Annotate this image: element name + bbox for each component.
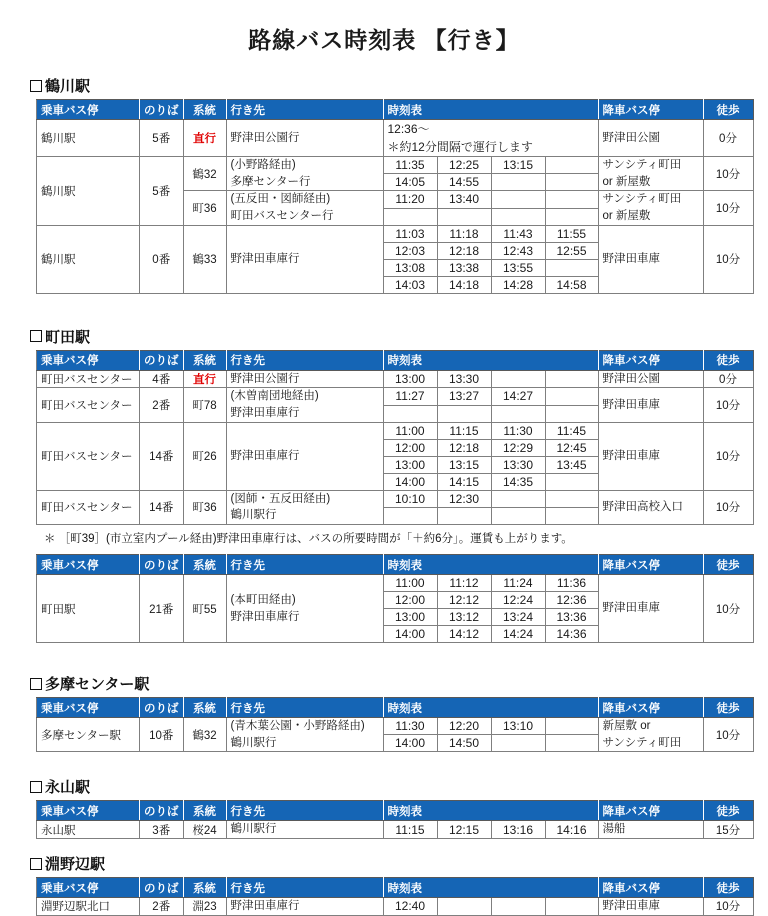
column-header: のりば (140, 100, 184, 120)
column-header: のりば (140, 698, 184, 718)
table-head (37, 350, 754, 370)
time-cell (491, 174, 545, 191)
time-cell: 14:00 (383, 473, 437, 490)
column-header: 乗車バス停 (37, 100, 140, 120)
time-cell (545, 157, 598, 174)
time-cell (491, 507, 545, 524)
platform-cell: 5番 (140, 120, 184, 157)
column-header: 乗車バス停 (37, 350, 140, 370)
time-cell (545, 490, 598, 507)
column-header: 系統 (183, 801, 226, 821)
alight-stop-cell: サンシティ町田 or 新屋敷 (598, 191, 703, 225)
checkbox-icon (30, 678, 42, 690)
table-head (37, 878, 754, 898)
timetable (36, 800, 754, 839)
column-header: 時刻表 (383, 100, 598, 120)
platform-cell: 2番 (140, 388, 184, 422)
destination-cell: (青木葉公園・小野路経由) 鶴川駅行 (226, 718, 383, 752)
time-cell: 13:15 (491, 157, 545, 174)
platform-cell: 0番 (140, 225, 184, 293)
time-cell (491, 405, 545, 422)
time-cell: 11:24 (491, 575, 545, 592)
route-cell: 直行 (183, 370, 226, 388)
destination-cell: 野津田車庫行 (226, 898, 383, 916)
time-cell (545, 898, 598, 916)
time-cell: 13:00 (383, 370, 437, 388)
time-cell: 13:00 (383, 609, 437, 626)
platform-cell: 14番 (140, 490, 184, 524)
time-cell: 12:36 (545, 592, 598, 609)
time-cell: 11:18 (437, 225, 491, 242)
table-body (37, 898, 754, 916)
table-row (37, 898, 754, 916)
route-cell: 鶴32 (183, 157, 226, 191)
stop-cell: 町田バスセンター (37, 388, 140, 422)
alight-stop-cell: 湯船 (598, 821, 703, 839)
route-cell: 町55 (183, 575, 226, 643)
station-section (30, 853, 756, 916)
platform-cell: 2番 (140, 898, 184, 916)
time-cell (437, 405, 491, 422)
alight-stop-cell: 野津田車庫 (598, 575, 703, 643)
route-cell: 直行 (183, 120, 226, 157)
time-cell: 11:15 (437, 422, 491, 439)
stop-cell: 町田バスセンター (37, 490, 140, 524)
column-header: 系統 (183, 350, 226, 370)
table-head (37, 801, 754, 821)
time-cell: 11:12 (437, 575, 491, 592)
timetable (36, 877, 754, 916)
time-cell: 14:05 (383, 174, 437, 191)
time-cell: 13:00 (383, 456, 437, 473)
checkbox-icon (30, 781, 42, 793)
stop-cell: 鶴川駅 (37, 225, 140, 293)
destination-cell: 野津田車庫行 (226, 422, 383, 490)
walk-time-cell: 10分 (703, 157, 753, 191)
time-cell (545, 259, 598, 276)
checkbox-icon (30, 858, 42, 870)
table-row (37, 718, 754, 735)
stop-cell: 町田駅 (37, 575, 140, 643)
time-cell: 12:18 (437, 242, 491, 259)
time-cell (545, 735, 598, 752)
station-section (30, 673, 756, 752)
column-header: 時刻表 (383, 350, 598, 370)
time-cell: 12:18 (437, 439, 491, 456)
column-header: 乗車バス停 (37, 698, 140, 718)
stop-cell: 淵野辺駅北口 (37, 898, 140, 916)
column-header: 乗車バス停 (37, 878, 140, 898)
walk-time-cell: 15分 (703, 821, 753, 839)
time-cell (545, 208, 598, 225)
column-header: 系統 (183, 100, 226, 120)
column-header: のりば (140, 350, 184, 370)
time-cell: 11:45 (545, 422, 598, 439)
stop-cell: 永山駅 (37, 821, 140, 839)
time-cell: 12:03 (383, 242, 437, 259)
column-header: 時刻表 (383, 801, 598, 821)
time-cell: 14:50 (437, 735, 491, 752)
time-cell: 13:30 (437, 370, 491, 388)
time-cell: 12:12 (437, 592, 491, 609)
section-title: 鶴川駅 (45, 78, 91, 95)
walk-time-cell: 10分 (703, 898, 753, 916)
header-row (37, 801, 754, 821)
section-title: 町田駅 (45, 328, 91, 346)
column-header: 系統 (183, 555, 226, 575)
column-header: 行き先 (226, 878, 383, 898)
time-cell: 12:40 (383, 898, 437, 916)
header-row (37, 698, 754, 718)
walk-time-cell: 10分 (703, 575, 753, 643)
alight-stop-cell: 野津田公園 (598, 370, 703, 388)
time-cell: 14:27 (491, 388, 545, 405)
station-section (30, 75, 756, 294)
time-cell: 14:03 (383, 276, 437, 293)
timetable (36, 697, 754, 752)
walk-time-cell: 10分 (703, 718, 753, 752)
section-title: 永山駅 (45, 779, 91, 797)
walk-time-cell: 0分 (703, 370, 753, 388)
time-cell: 12:00 (383, 439, 437, 456)
time-cell: 12:00 (383, 592, 437, 609)
time-cell: 14:15 (437, 473, 491, 490)
time-cell (545, 174, 598, 191)
time-cell: 13:16 (491, 821, 545, 839)
alight-stop-cell: 野津田車庫 (598, 388, 703, 422)
time-cell (437, 507, 491, 524)
time-cell (545, 718, 598, 735)
time-cell: 11:36 (545, 575, 598, 592)
time-cell: 12:45 (545, 439, 598, 456)
header-row (37, 350, 754, 370)
time-cell: 13:12 (437, 609, 491, 626)
table-row (37, 225, 754, 242)
alight-stop-cell: 野津田車庫 (598, 422, 703, 490)
column-header: のりば (140, 555, 184, 575)
header-row (37, 878, 754, 898)
time-cell (383, 405, 437, 422)
time-cell: 12:24 (491, 592, 545, 609)
time-cell: 11:15 (383, 821, 437, 839)
column-header: 行き先 (226, 801, 383, 821)
time-cell (491, 735, 545, 752)
time-cell: 14:00 (383, 735, 437, 752)
platform-cell: 10番 (140, 718, 184, 752)
route-cell: 町36 (183, 490, 226, 524)
destination-cell: (木曽南団地経由) 野津田車庫行 (226, 388, 383, 422)
route-cell: 桜24 (183, 821, 226, 839)
stop-cell: 多摩センター駅 (37, 718, 140, 752)
table-head (37, 555, 754, 575)
timetable (36, 350, 754, 525)
time-cell: 11:30 (491, 422, 545, 439)
column-header: 時刻表 (383, 555, 598, 575)
alight-stop-cell: 野津田車庫 (598, 225, 703, 293)
time-cell: 11:00 (383, 575, 437, 592)
time-cell: 11:00 (383, 422, 437, 439)
table-row (37, 120, 754, 157)
time-cell (545, 191, 598, 208)
column-header: 徒歩 (703, 698, 753, 718)
time-cell: 13:40 (437, 191, 491, 208)
time-cell: 14:18 (437, 276, 491, 293)
checkbox-icon (30, 330, 42, 342)
timetable (36, 99, 754, 294)
station-section (30, 326, 756, 643)
table-body (37, 370, 754, 524)
route-cell: 鶴33 (183, 225, 226, 293)
column-header: 降車バス停 (598, 878, 703, 898)
walk-time-cell: 10分 (703, 225, 753, 293)
time-cell (491, 191, 545, 208)
column-header: のりば (140, 878, 184, 898)
column-header: 降車バス停 (598, 100, 703, 120)
time-cell: 14:16 (545, 821, 598, 839)
time-cell: 13:30 (491, 456, 545, 473)
header-row (37, 555, 754, 575)
time-cell (545, 473, 598, 490)
time-cell: 13:27 (437, 388, 491, 405)
header-row (37, 100, 754, 120)
alight-stop-cell: サンシティ町田 or 新屋敷 (598, 157, 703, 191)
column-header: 行き先 (226, 698, 383, 718)
time-cell: 12:29 (491, 439, 545, 456)
table-row (37, 388, 754, 405)
column-header: 徒歩 (703, 100, 753, 120)
platform-cell: 4番 (140, 370, 184, 388)
table-row (37, 490, 754, 507)
destination-cell: 野津田公園行 (226, 370, 383, 388)
column-header: 降車バス停 (598, 801, 703, 821)
time-cell: 11:20 (383, 191, 437, 208)
time-cell: 10:10 (383, 490, 437, 507)
section-title: 多摩センター駅 (45, 676, 150, 694)
time-cell: 14:55 (437, 174, 491, 191)
column-header: 徒歩 (703, 555, 753, 575)
column-header: 降車バス停 (598, 698, 703, 718)
table-row (37, 370, 754, 388)
time-cell: 14:12 (437, 626, 491, 643)
table-head (37, 698, 754, 718)
time-cell: 12:55 (545, 242, 598, 259)
time-cell: 14:36 (545, 626, 598, 643)
table-body (37, 575, 754, 643)
table-body (37, 120, 754, 294)
column-header: 乗車バス停 (37, 555, 140, 575)
route-cell: 町36 (183, 191, 226, 225)
time-cell (383, 208, 437, 225)
destination-cell: (五反田・図師経由) 町田バスセンター行 (226, 191, 383, 225)
column-header: 行き先 (226, 350, 383, 370)
destination-cell: 鶴川駅行 (226, 821, 383, 839)
checkbox-icon (30, 80, 42, 92)
time-cell: 12:30 (437, 490, 491, 507)
time-cell: 13:38 (437, 259, 491, 276)
stop-cell: 鶴川駅 (37, 120, 140, 157)
column-header: 徒歩 (703, 801, 753, 821)
time-cell: 12:15 (437, 821, 491, 839)
timetable (36, 554, 754, 643)
time-cell: 13:10 (491, 718, 545, 735)
column-header: 時刻表 (383, 698, 598, 718)
table-row (37, 821, 754, 839)
station-section (30, 776, 756, 839)
time-cell: 12:20 (437, 718, 491, 735)
table-head (37, 100, 754, 120)
time-cell: 12:43 (491, 242, 545, 259)
sections-container (0, 75, 768, 916)
time-cell (437, 208, 491, 225)
column-header: 時刻表 (383, 878, 598, 898)
time-cell: 13:24 (491, 609, 545, 626)
table-row (37, 157, 754, 174)
time-cell: 13:15 (437, 456, 491, 473)
destination-cell: (小野路経由) 多摩センター行 (226, 157, 383, 191)
section-heading (30, 75, 756, 96)
column-header: 徒歩 (703, 350, 753, 370)
column-header: 降車バス停 (598, 555, 703, 575)
time-cell: 14:00 (383, 626, 437, 643)
destination-cell: 野津田公園行 (226, 120, 383, 157)
route-cell: 町78 (183, 388, 226, 422)
platform-cell: 5番 (140, 157, 184, 226)
column-header: 徒歩 (703, 878, 753, 898)
time-cell: 13:55 (491, 259, 545, 276)
route-cell: 町26 (183, 422, 226, 490)
destination-cell: (図師・五反田経由) 鶴川駅行 (226, 490, 383, 524)
column-header: 行き先 (226, 555, 383, 575)
alight-stop-cell: 野津田高校入口 (598, 490, 703, 524)
platform-cell: 3番 (140, 821, 184, 839)
alight-stop-cell: 野津田公園 (598, 120, 703, 157)
time-cell (383, 507, 437, 524)
time-cell: 14:58 (545, 276, 598, 293)
column-header: 行き先 (226, 100, 383, 120)
page-title: 路線バス時刻表 【行き】 (248, 27, 520, 53)
section-heading (30, 326, 756, 347)
time-cell: 11:35 (383, 157, 437, 174)
time-cell (491, 898, 545, 916)
alight-stop-cell: 新屋敷 or サンシティ町田 (598, 718, 703, 752)
time-cell (491, 208, 545, 225)
time-cell: 13:45 (545, 456, 598, 473)
time-cell: 11:43 (491, 225, 545, 242)
alight-stop-cell: 野津田車庫 (598, 898, 703, 916)
column-header: 系統 (183, 698, 226, 718)
time-cell (437, 898, 491, 916)
time-cell (545, 388, 598, 405)
time-cell: 11:27 (383, 388, 437, 405)
times-note-cell: 12:36～ ＊約12分間隔で運行します (383, 120, 598, 157)
table-body (37, 718, 754, 752)
time-cell (545, 370, 598, 388)
time-cell: 13:08 (383, 259, 437, 276)
route-cell: 淵23 (183, 898, 226, 916)
walk-time-cell: 0分 (703, 120, 753, 157)
platform-cell: 21番 (140, 575, 184, 643)
table-row (37, 422, 754, 439)
walk-time-cell: 10分 (703, 388, 753, 422)
stop-cell: 鶴川駅 (37, 157, 140, 226)
section-heading (30, 776, 756, 797)
section-title: 淵野辺駅 (45, 856, 106, 874)
time-cell (545, 507, 598, 524)
time-cell: 11:55 (545, 225, 598, 242)
walk-time-cell: 10分 (703, 422, 753, 490)
column-header: 乗車バス停 (37, 801, 140, 821)
time-cell: 14:28 (491, 276, 545, 293)
route-cell: 鶴32 (183, 718, 226, 752)
section-heading (30, 673, 756, 694)
time-cell (491, 490, 545, 507)
stop-cell: 町田バスセンター (37, 422, 140, 490)
time-cell (491, 370, 545, 388)
stop-cell: 町田バスセンター (37, 370, 140, 388)
walk-time-cell: 10分 (703, 490, 753, 524)
time-cell: 12:25 (437, 157, 491, 174)
time-cell: 14:35 (491, 473, 545, 490)
time-cell: 11:03 (383, 225, 437, 242)
walk-time-cell: 10分 (703, 191, 753, 225)
section-heading (30, 853, 756, 874)
time-cell: 11:30 (383, 718, 437, 735)
table-row (37, 575, 754, 592)
table-body (37, 821, 754, 839)
footnote: ＊ ［町39］(市立室内プール経由)野津田車庫行は、バスの所要時間が「＋約6分」。運賃も上がります。 (44, 533, 573, 546)
time-cell: 13:36 (545, 609, 598, 626)
destination-cell: 野津田車庫行 (226, 225, 383, 293)
time-cell (545, 405, 598, 422)
destination-cell: (本町田経由) 野津田車庫行 (226, 575, 383, 643)
time-cell: 14:24 (491, 626, 545, 643)
column-header: のりば (140, 801, 184, 821)
column-header: 系統 (183, 878, 226, 898)
column-header: 降車バス停 (598, 350, 703, 370)
platform-cell: 14番 (140, 422, 184, 490)
